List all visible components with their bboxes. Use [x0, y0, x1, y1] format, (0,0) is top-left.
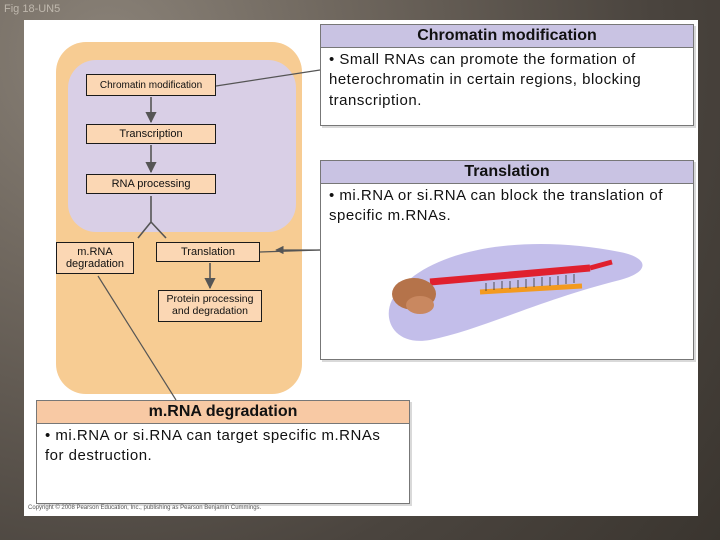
degradation-callout-title: m.RNA degradation: [37, 401, 409, 424]
translation-callout-text: • mi.RNA or si.RNA can block the translation of specific m.RNAs.: [329, 187, 663, 225]
figure-label: Fig 18-UN5: [4, 3, 61, 15]
ribosome-large-subunit: [406, 296, 434, 314]
degradation-callout-text: • mi.RNA or si.RNA can target specific m.RNAs for destruction.: [45, 427, 381, 465]
chromatin-callout-title: Chromatin modification: [321, 25, 693, 48]
connector-chromatin: [216, 70, 320, 86]
translation-step: Translation: [156, 242, 260, 262]
chromatin-callout-text: • Small RNAs can promote the formation of heterochromatin in certain regions, blocking transcription.: [329, 51, 642, 109]
ribosome-mrna-illustration: [389, 244, 643, 341]
copyright-text: Copyright © 2008 Pearson Education, Inc., publishing as Pearson Benjamin Cummings.: [28, 505, 262, 511]
chromatin-modification-step: Chromatin modification: [86, 74, 216, 96]
protein-processing-step: Protein processing and degradation: [158, 290, 262, 322]
connector-degradation: [98, 276, 176, 400]
transcription-step: Transcription: [86, 124, 216, 144]
mrna-degradation-step: m.RNA degradation: [56, 242, 134, 274]
translation-callout-title: Translation: [321, 161, 693, 184]
arrow-processing-split: [138, 196, 166, 238]
rna-processing-step: RNA processing: [86, 174, 216, 194]
